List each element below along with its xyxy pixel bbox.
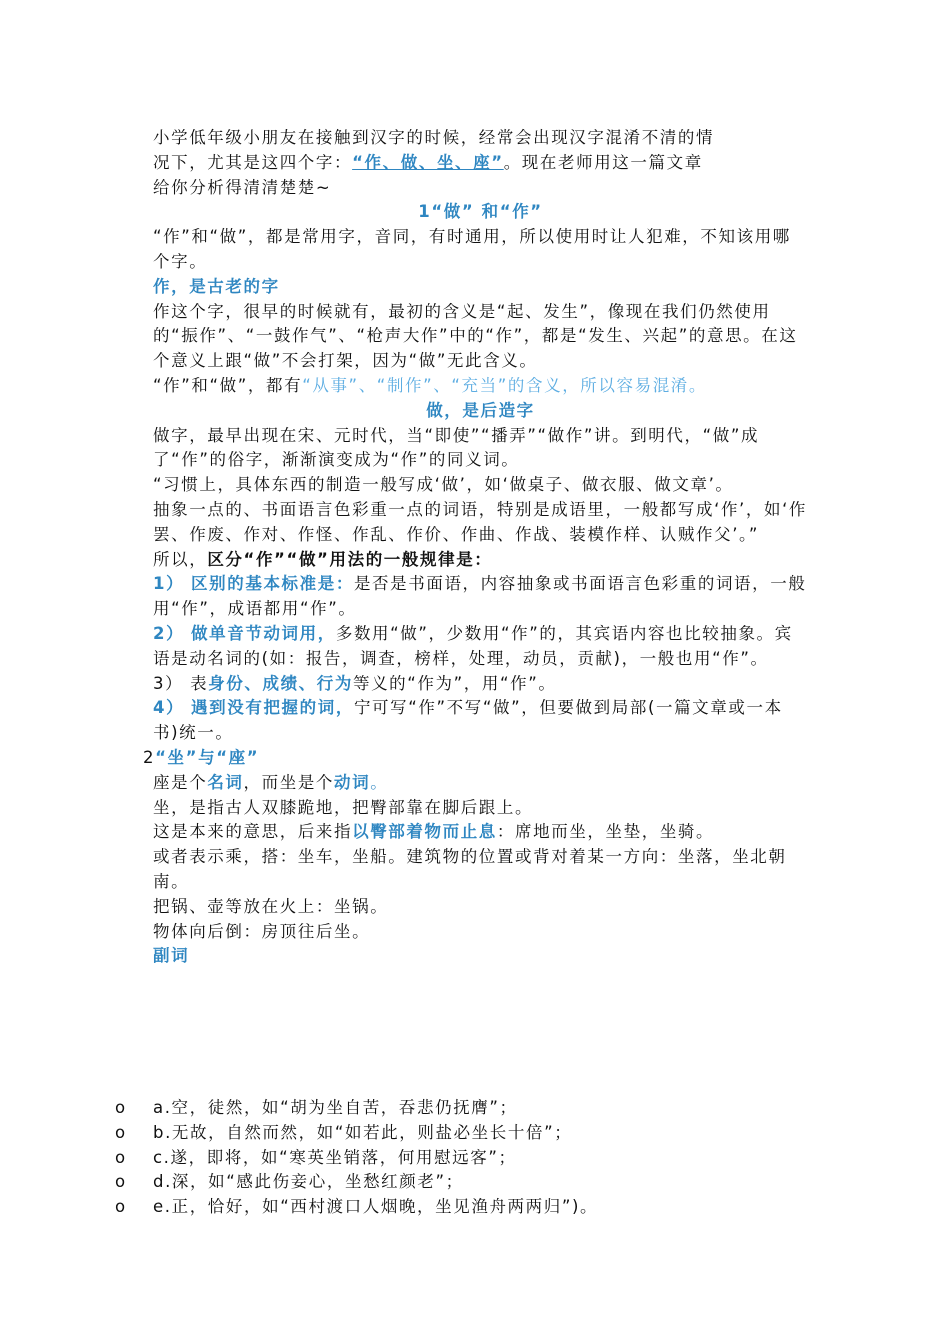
rule-1-num: 1）	[153, 574, 185, 594]
rule-3-pre: 表	[190, 673, 209, 693]
section1-paragraph-4: 做字，最早出现在宋、元时代，当“即使”“播弄”“做作”讲。到明代，“做”成了“作”的俗字，渐渐演变成为“作”的同义词。	[153, 425, 760, 470]
section2-title-num: 2	[143, 747, 156, 767]
section1-subheading-1: 作，是古老的字	[153, 276, 280, 296]
section2-paragraph-6: 物体向后倒：房顶往后坐。	[153, 921, 371, 941]
s2p3-pre: 这是本来的意思，后来指	[153, 822, 353, 842]
list-item	[115, 1170, 815, 1195]
s2p3-blue: 以臀部着物而止息	[352, 822, 497, 842]
section1-title: 1“做” 和“作”	[418, 202, 543, 222]
intro-line3: 给你分析得清清楚楚~	[153, 177, 332, 197]
list-item-text: a.空，徒然，如“胡为坐自苦，吞悲仍抚膺”；	[153, 1098, 518, 1117]
rule-4	[153, 696, 808, 746]
s2p1-post: 。	[370, 772, 389, 792]
p3-blue: “从事”、“制作”、“充当”的含义，所以容易混淆。	[302, 375, 707, 395]
list-item-text: b.无故，自然而然，如“如若此，则盐必坐长十倍”；	[153, 1122, 573, 1142]
section2-subheading: 副词	[153, 946, 190, 966]
bullet-icon: o	[115, 1122, 127, 1142]
document-body	[143, 126, 808, 969]
list-item	[115, 1195, 815, 1220]
p7-bold: 区分“作”“做”用法的一般规律是：	[207, 549, 493, 569]
adverb-list	[115, 1096, 815, 1220]
rule-3-label: 身份、成绩、行为	[208, 673, 353, 693]
s2p1-mid: ，而坐是个	[243, 772, 335, 792]
rule-3-text: 等义的“作为”，用“作”。	[352, 673, 557, 693]
list-item-text: d.深，如“感此伤妾心，坐愁红颜老”；	[153, 1172, 464, 1192]
list-item-text: c.遂，即将，如“寒英坐销落，何用慰远客”；	[153, 1147, 517, 1167]
section1-paragraph-3	[153, 374, 808, 399]
section1-subheading-2: 做，是后造字	[426, 400, 535, 420]
rule-2	[153, 622, 808, 672]
list-item-text: e.正，恰好，如“西村渡口人烟晚，坐见渔舟两两归”)。	[153, 1197, 599, 1217]
section2-paragraph-5: 把锅、壶等放在火上：坐锅。	[153, 896, 389, 916]
rule-2-label: 做单音节动词用，	[191, 623, 336, 643]
list-item	[115, 1096, 815, 1121]
s2p1-verb: 动词	[334, 772, 371, 792]
s2p3-post: ：席地而坐，坐垫，坐骑。	[496, 822, 715, 842]
rule-3	[153, 672, 808, 697]
p7-pre: 所以，	[153, 549, 208, 569]
rule-1-label: 区别的基本标准是：	[191, 574, 354, 594]
bullet-icon: o	[115, 1172, 127, 1192]
rule-1-text: 是否是书面语，内容抽象或书面语言色彩重的词语，一般用“作”，成语都用“作”。	[153, 574, 807, 619]
rule-4-label: 遇到没有把握的词，	[191, 698, 354, 718]
rule-4-text: 宁可写“作”不写“做”，但要做到局部(一篇文章或一本书)统一。	[153, 698, 783, 743]
intro-line2-post: 。现在老师用这一篇文章	[503, 152, 703, 172]
section1-paragraph-1: “作”和“做”，都是常用字，音同，有时通用，所以使用时让人犯难，不知该用哪个字。	[153, 227, 791, 271]
rule-2-text: 多数用“做”，少数用“作”的，其宾语内容也比较抽象。宾语是动名词的(如：报告，调查，榜样，处理，动员，贡献)，一般也用“作”。	[153, 623, 793, 668]
s2p1-pre: 座是个	[153, 772, 208, 792]
bullet-icon: o	[115, 1197, 127, 1217]
section2-paragraph-3	[153, 820, 808, 845]
s2p1-noun: 名词	[207, 772, 244, 792]
list-item	[115, 1121, 815, 1146]
section2-paragraph-1	[153, 771, 808, 796]
bullet-icon: o	[115, 1147, 127, 1167]
bullet-icon: o	[115, 1098, 127, 1117]
rule-1	[153, 572, 808, 622]
rule-2-num: 2）	[153, 623, 185, 643]
intro-link[interactable]: “作、做、坐、座”	[352, 152, 504, 172]
section2-paragraph-2: 坐，是指古人双膝跪地，把臀部靠在脚后跟上。	[153, 797, 534, 817]
section1-paragraph-7	[153, 548, 808, 573]
section2-title	[143, 746, 808, 771]
p3-pre: “作”和“做”，都有	[153, 375, 303, 395]
section1-paragraph-2: 作这个字，很早的时候就有，最初的含义是“起、发生”，像现在我们仍然使用的“振作”、“一鼓作气”、“枪声大作”中的“作”，都是“发生、兴起”的意思。在这个意义上跟“做”不会打架，因为“做”无此含义。	[153, 301, 798, 371]
list-item	[115, 1146, 815, 1171]
section2-paragraph-4: 或者表示乘，搭：坐车，坐船。建筑物的位置或背对着某一方向：坐落，坐北朝南。	[153, 847, 787, 891]
section1-paragraph-6: 抽象一点的、书面语言色彩重一点的词语，特别是成语里，一般都写成‘作’，如‘作罢、作废、作对、作怪、作乱、作价、作曲、作战、装模作样、认贼作父’。”	[153, 499, 808, 544]
intro-line2-pre: 况下，尤其是这四个字：	[153, 152, 353, 172]
rule-4-num: 4）	[153, 698, 185, 718]
intro-line1: 小学低年级小朋友在接触到汉字的时候，经常会出现汉字混淆不清的情	[153, 128, 715, 147]
rule-3-num: 3）	[153, 673, 184, 693]
section1-paragraph-5: “习惯上，具体东西的制造一般写成‘做’，如‘做桌子、做衣服、做文章’。	[153, 475, 734, 495]
intro-paragraph	[153, 126, 808, 200]
section2-title-text: “坐”与“座”	[155, 747, 260, 767]
